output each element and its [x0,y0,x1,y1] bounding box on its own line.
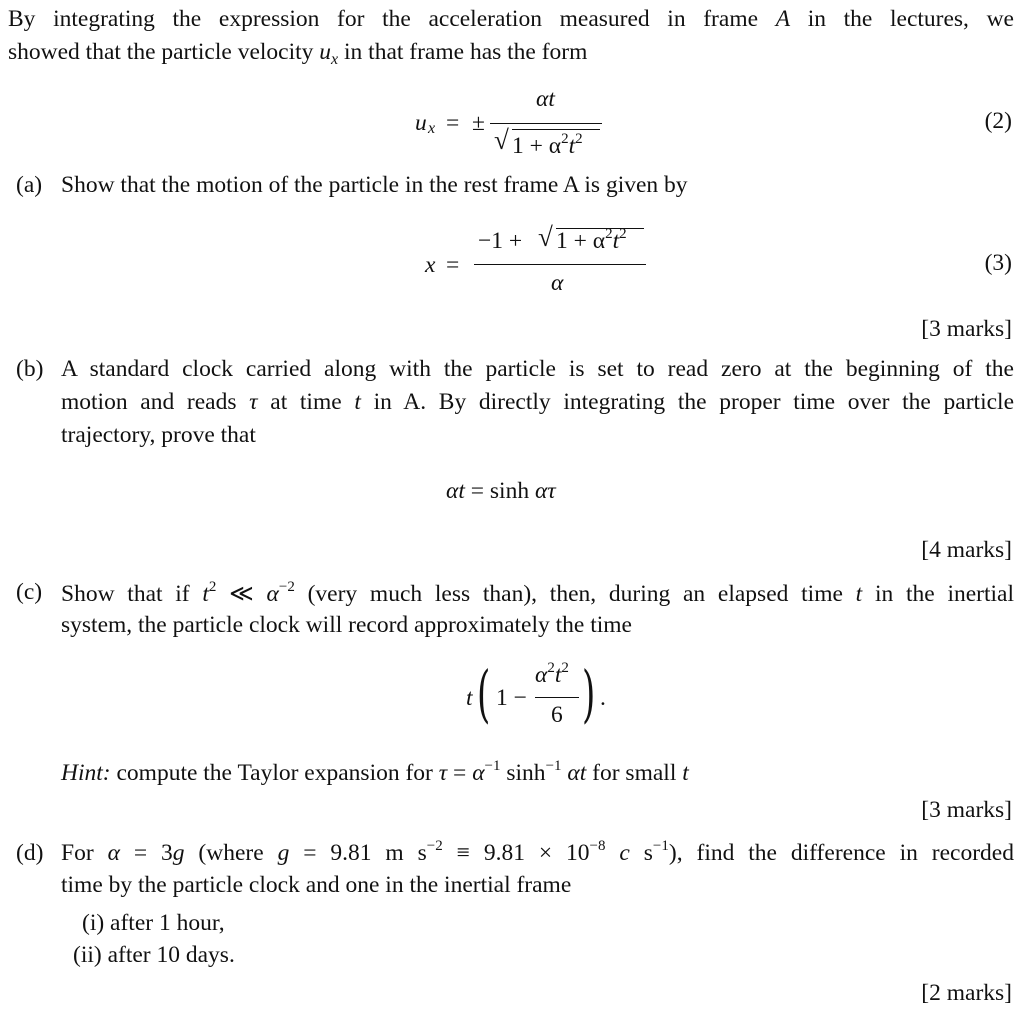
intro-text-1: By integrating the expression for the acceleration measured in frame [8,6,776,32]
part-b-marks: [4 marks] [921,537,1012,563]
eq2-radical-bar [512,129,600,130]
intro-text-2: showed that the particle velocity [8,39,320,65]
eq2-sq: 2 [561,131,569,147]
eq3-radicand-text: 1 + α [556,228,606,254]
part-d-text-1a: For [61,840,108,866]
part-c-hint-text-b: for small [586,760,683,786]
eq2-pm: ± [472,110,485,136]
eq2-numerator: αt [536,86,555,112]
part-c-eq-num-sq2: 2 [561,660,569,676]
eq2-radical-sign: √ [494,125,509,155]
part-c-hint [61,760,689,787]
part-c-sq: 2 [208,579,217,595]
part-c-hint-text-a: compute the Taylor expansion for [110,760,439,786]
part-c-ll: ≪ [216,581,267,607]
intro-x-sub: x [331,51,339,68]
eq3-t: t [612,228,620,254]
part-c-eq-one: 1 − [496,685,527,711]
part-c-eq-t: t [466,685,473,711]
part-c-eq-rparen: ) [582,657,596,730]
part-d-g2: g [277,840,290,866]
part-d-neg8: −8 [589,838,606,854]
part-b-text-3: trajectory, prove that [61,422,256,448]
part-b-t: t [354,389,361,415]
part-c-eq-lparen: ( [477,657,491,730]
part-d-alpha: α [107,840,120,866]
eq3-fraction-bar [474,264,646,265]
part-c-text-1c: in the inertial [862,581,1014,607]
part-c-marks: [3 marks] [921,797,1012,823]
part-c-t: t [202,581,209,607]
part-c-eq-num-alpha: α [535,662,548,688]
part-d-line-1 [61,840,1014,867]
part-c-hint-neg1b: −1 [545,758,562,774]
eq2-lhs: u [415,110,427,136]
part-c-hint-sinh: sinh [500,760,546,786]
part-b-label: (b) [16,356,44,382]
eq3-lhs: x [425,252,436,278]
part-c-hint-tau: τ [438,760,448,786]
part-c-eq-denominator: 6 [551,702,563,728]
part-c-eq-num-t: t [554,662,562,688]
part-b-tau: τ [249,389,258,415]
eq3-radical-sign: √ [538,222,553,252]
part-d-neg1: −1 [652,838,669,854]
part-d-text-1e: s [629,840,653,866]
intro-u: u [319,39,332,65]
part-c-alpha: α [266,581,279,607]
eq2-radicand-text: 1 + α [512,133,562,159]
eq2-radicand [512,133,583,160]
part-b-eq-arg: ατ [534,478,556,504]
eq3-sq2: 2 [619,226,627,242]
part-c-eq-numerator [535,662,569,689]
eq2-lhs-sub: x [428,120,436,137]
eq2-t: t [568,133,576,159]
intro-text-2-end: in that frame has the form [338,39,588,65]
part-a-label: (a) [16,172,43,198]
part-d-marks: [2 marks] [921,980,1012,1006]
part-b-line-2 [61,389,1014,416]
part-c-label: (c) [16,579,43,605]
part-b-equation [446,478,556,505]
part-c-eq-num-sq: 2 [547,660,555,676]
part-c-hint-neg1: −1 [484,758,501,774]
eq3-equals: = [446,252,460,278]
intro-line-2 [8,39,587,66]
part-d-text-1d: ≡ 9.81 × 10 [442,840,590,866]
part-c-text-1b: (very much less than), then, during an elapsed time [294,581,856,607]
part-a-text: Show that the motion of the particle in the rest frame A is given by [61,172,688,198]
part-c-hint-alpha: α [472,760,485,786]
part-d-eq: = 3 [119,840,173,866]
part-d-neg2: −2 [426,838,443,854]
part-b-text-2c: in A. By directly integrating the proper time over the particle [360,389,1014,415]
part-b-text-1: A standard clock carried along with the particle is set to read zero at the beginning of the [61,356,1014,382]
eq3-sq: 2 [605,226,613,242]
part-b-text-2b: at time [257,389,355,415]
part-b-line-1 [61,356,1014,383]
eq3-num-prefix: −1 + [478,228,523,254]
part-c-text-2: system, the particle clock will record approximately the time [61,612,632,638]
part-c-hint-label: Hint: [61,760,111,786]
eq2-sq2: 2 [575,131,583,147]
eq2-equals: = [446,110,460,136]
part-c-hint-at: αt [561,760,587,786]
part-d-c: c [605,840,630,866]
part-d-g: g [172,840,185,866]
part-b-text-2a: motion and reads [61,389,250,415]
part-c-text-1a: Show that if [61,581,203,607]
part-c-eq-fraction-bar [535,697,579,698]
intro-frame-a: A [775,6,791,32]
part-d-text-1c: = 9.81 m s [289,840,427,866]
part-d-sub-i: (i) after 1 hour, [82,910,225,936]
part-c-t2: t [855,581,863,607]
part-d-text-2: time by the particle clock and one in the inertial frame [61,872,572,898]
part-c-neg2: −2 [278,579,295,595]
eq3-radicand [556,228,627,255]
part-a-marks: [3 marks] [921,316,1012,342]
part-d-text-1f: ), find the difference in recorded [668,840,1014,866]
part-c-hint-eq: = [447,760,473,786]
eq3-number: (3) [984,250,1012,276]
intro-line-1 [8,6,1014,33]
eq2-number: (2) [984,108,1012,134]
part-b-eq-equals: = [464,478,490,504]
part-d-sub-ii: (ii) after 10 days. [73,942,235,968]
eq3-denominator: α [551,270,564,296]
part-b-eq-lhs: αt [446,478,465,504]
part-c-hint-t: t [682,760,689,786]
intro-text-1-end: in the lectures, we [790,6,1014,32]
part-c-eq-period: . [600,685,606,711]
part-d-text-1b: (where [184,840,278,866]
part-c-line-1 [61,579,1014,608]
part-d-label: (d) [16,840,44,866]
part-b-eq-fn: sinh [489,478,535,504]
